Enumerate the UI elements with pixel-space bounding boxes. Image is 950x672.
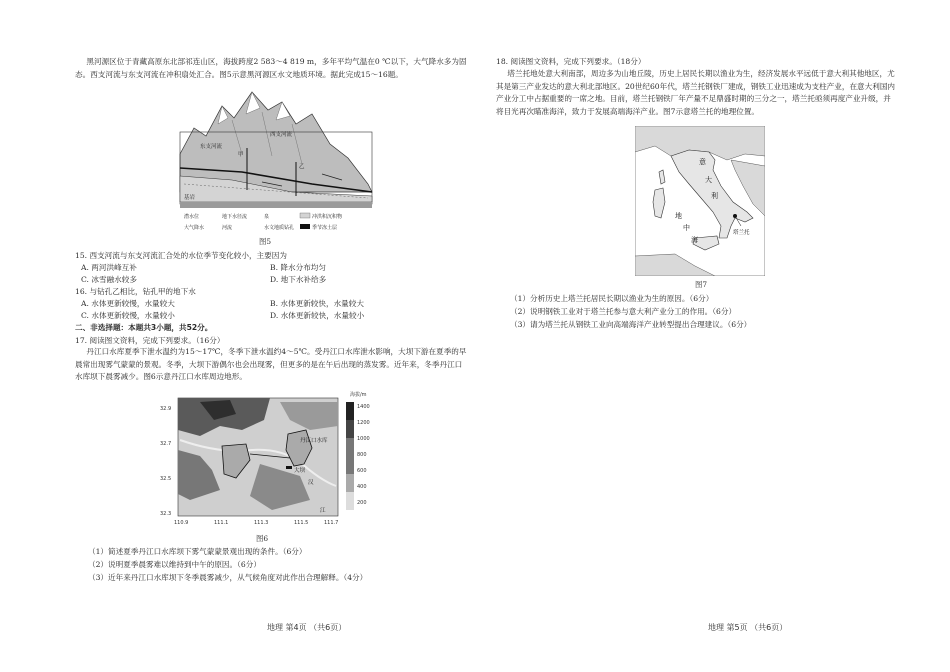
q16-option-a: A. 水体更新较慢，水量较大 — [81, 299, 175, 308]
page-footer-left: 地理 第4页 （共6页） — [267, 623, 347, 632]
q16-option-c: C. 水体更新较慢，水量较小 — [81, 311, 175, 320]
figure-6-map — [160, 390, 384, 530]
legend-tick: 1400 — [357, 404, 370, 410]
east-river-label: 东支河流 — [200, 144, 223, 150]
italy-label-yi: 意 — [699, 158, 706, 166]
elevation-legend-title: 海拔/m — [350, 392, 367, 398]
legend-alluvial: 冲洪积沉积物 — [312, 214, 343, 220]
sea-label-di: 地 — [675, 212, 682, 220]
han-river-label-2: 江 — [320, 508, 326, 514]
legend-frozen-soil: 季节冻土层 — [312, 225, 338, 231]
q18-sub-2: （2）说明钢铁工业对于塔兰托参与意大利产业分工的作用。（6分） — [510, 307, 737, 316]
legend-tick: 800 — [357, 452, 367, 458]
x-tick: 111.7 — [324, 520, 339, 526]
q16-stem: 16. 与钻孔乙相比，钻孔甲的地下水 — [75, 287, 196, 296]
reservoir-label: 丹江口水库 — [300, 438, 328, 444]
sea-label-hai: 海 — [691, 236, 698, 244]
legend-spring: 泉 — [264, 214, 270, 220]
y-tick: 32.5 — [160, 476, 172, 482]
legend-tick: 600 — [357, 468, 367, 474]
x-tick: 111.1 — [214, 520, 229, 526]
page-footer-right: 地理 第5页 （共6页） — [708, 623, 788, 632]
x-tick: 111.3 — [254, 520, 269, 526]
bedrock-label: 基岩 — [184, 195, 196, 201]
x-tick: 111.5 — [294, 520, 309, 526]
figure-6-caption: 图6 — [255, 534, 269, 543]
q15-option-b: B. 降水分布均匀 — [270, 263, 326, 272]
right-page — [475, 0, 950, 672]
legend-precipitation: 大气降水 — [184, 225, 205, 231]
intro-paragraph: 黑河源区位于青藏高原东北部祁连山区，海拔跨度2 583～4 819 m，多年平均气温在0 ℃以下，大气降水多为固态。西支河流与东支河流在冲积扇处汇合。图5示意黑河源区水文地质环境。据此完成15～16题。 — [75, 57, 467, 79]
han-river-label-1: 汉 — [308, 480, 314, 486]
q17-stem: 17. 阅读图文资料，完成下列要求。（16分） — [75, 336, 225, 345]
q17-sub-3: （3）近年来丹江口水库坝下冬季晨雾减少，从气候角度对此作出合理解释。（4分） — [88, 573, 368, 582]
taranto-label: 塔兰托 — [733, 230, 750, 236]
x-tick: 110.9 — [174, 520, 189, 526]
q15-option-d: D. 地下水补给多 — [270, 275, 327, 284]
legend-groundwater-flow: 地下水径流 — [222, 214, 248, 220]
q18-body: 塔兰托地处意大利南部，周边多为山地丘陵，历史上居民长期以渔业为生，经济发展水平远低于意大利其他地区，尤其是第三产业发达的意大利北部地区。20世纪60年代，塔兰托钢铁厂建成，钢铁工业迅速成为支柱产业，在意大利国内产业分工中占据重要的一席之地。目前，塔兰托钢铁厂年产量不足鼎盛时期的三分之一，塔兰托亟须再度产业升级，并将目光再次瞄准海洋，致力于发展高端海洋产业。图7示意塔兰托的地理位置。 — [496, 69, 896, 116]
figure-7-map — [635, 126, 765, 276]
q17-sub-2: （2）说明夏季晨雾难以维持到中午的原因。（6分） — [88, 560, 261, 569]
q16-option-b: B. 水体更新较快，水量较大 — [270, 299, 364, 308]
figure-7-caption: 图7 — [694, 280, 708, 289]
italy-label-li: 利 — [711, 192, 718, 200]
y-tick: 32.7 — [160, 441, 172, 447]
q15-option-a: A. 两河洪峰互补 — [81, 263, 137, 272]
q17-body: 丹江口水库夏季下泄水温约为15～17℃，冬季下泄水温约4～5℃。受丹江口水库泄水影响，大坝下游在夏季的早晨常出现雾气蒙蒙的景观。冬季，大坝下游偶尔也会出现雾，但更多的是在午后出现的蒸发雾。近年来，冬季丹江口水库坝下晨雾减少。图6示意丹江口水库周边地形。 — [75, 347, 467, 381]
y-tick: 32.9 — [160, 406, 172, 412]
figure-5-diagram — [172, 84, 380, 236]
west-river-label: 西支河流 — [270, 132, 293, 138]
legend-tick: 200 — [357, 500, 367, 506]
legend-borehole: 水文地质钻孔 — [264, 225, 295, 231]
well-yi-label: 乙 — [299, 164, 305, 170]
sea-label-zhong: 中 — [683, 224, 690, 232]
legend-water-table: 潜水位 — [184, 214, 200, 220]
q18-sub-1: （1）分析历史上塔兰托居民长期以渔业为生的原因。（6分） — [510, 294, 714, 303]
italy-label-da: 大 — [705, 176, 712, 184]
dam-label: 大坝 — [294, 468, 306, 474]
q15-stem: 15. 西支河流与东支河流汇合处的水位季节变化较小，主要因为 — [75, 251, 287, 260]
figure-5-caption: 图5 — [258, 237, 272, 246]
legend-tick: 400 — [357, 484, 367, 490]
q18-stem: 18. 阅读图文资料，完成下列要求。（18分） — [496, 57, 646, 66]
y-tick: 32.3 — [160, 511, 172, 517]
q17-sub-1: （1）简述夏季丹江口水库坝下雾气蒙蒙景观出现的条件。（6分） — [88, 547, 307, 556]
q16-option-d: D. 水体更新较快，水量较小 — [270, 311, 365, 320]
well-jia-label: 甲 — [238, 152, 244, 158]
legend-tick: 1000 — [357, 436, 370, 442]
legend-tick: 1200 — [357, 420, 370, 426]
q18-sub-3: （3）请为塔兰托从钢铁工业向高端海洋产业转型提出合理建议。（6分） — [510, 320, 752, 329]
section-2-heading: 二、非选择题：本题共3小题，共52分。 — [75, 323, 213, 332]
legend-river: 河流 — [222, 225, 233, 231]
q15-option-c: C. 冰雪融水较多 — [81, 275, 137, 284]
